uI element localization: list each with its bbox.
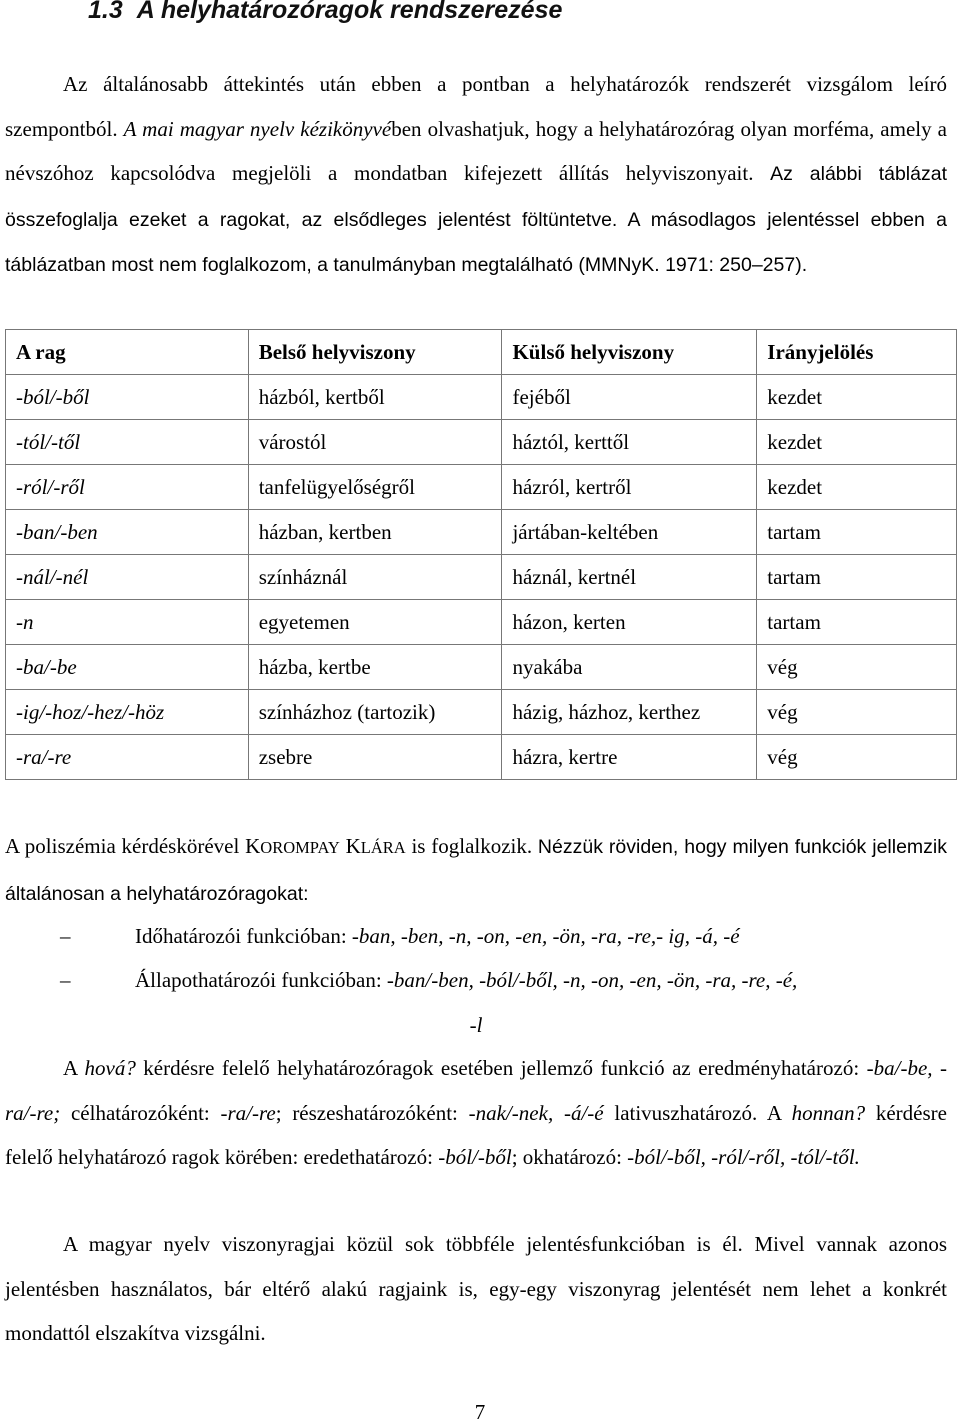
header-outer: Külső helyviszony <box>502 330 757 375</box>
header-direction: Irányjelölés <box>757 330 957 375</box>
cell-suffix: -ról/-ről <box>6 465 249 510</box>
functions-paragraph <box>5 1046 947 1180</box>
polysemy-paragraph <box>5 824 947 916</box>
header-inner: Belső helyviszony <box>248 330 502 375</box>
cell-suffix: -n <box>6 600 249 645</box>
author-initial-2: K <box>345 834 361 858</box>
list-item-suffixes: -ban, -ben, -n, -on, -en, -ön, -ra, -re,- ig, -á, -é <box>351 924 740 948</box>
text: lativuszhatározó. A <box>603 1100 792 1125</box>
cell-suffix: -ba/-be <box>6 645 249 690</box>
table-row <box>6 420 957 465</box>
list-item-continuation: -l <box>469 1012 483 1037</box>
suffix-list: -ba/-be, -ra/-re; <box>5 1056 948 1125</box>
table-row <box>6 690 957 735</box>
text: kérdésre felelő helyhatározó ragok körében: eredethatározó: <box>5 1100 947 1169</box>
text: ; részeshatározóként: <box>275 1100 469 1125</box>
cell-direction: kezdet <box>757 465 957 510</box>
cell-inner: házból, kertből <box>248 375 502 420</box>
cell-direction: kezdet <box>757 375 957 420</box>
intro-paragraph <box>5 62 947 288</box>
author-initial-1: K <box>245 834 261 858</box>
cell-outer: házra, kertre <box>502 735 757 780</box>
list-item <box>5 914 947 959</box>
table-header-row <box>6 330 957 375</box>
header-suffix: A rag <box>6 330 249 375</box>
cell-direction: kezdet <box>757 420 957 465</box>
cell-inner: tanfelügyelőségről <box>248 465 502 510</box>
cell-direction: tartam <box>757 555 957 600</box>
list-item-suffixes: -ban/-ben, -ból/-ből, -n, -on, -en, -ön, -ra, -re, -é, <box>386 968 798 992</box>
table-row <box>6 465 957 510</box>
list-item <box>5 958 947 1047</box>
suffix-list: -ból/-ből <box>438 1145 512 1169</box>
page-number: 7 <box>474 1400 486 1424</box>
cell-inner: házba, kertbe <box>248 645 502 690</box>
question-where-to: hová? <box>84 1056 136 1080</box>
suffix-list: -ra/-re <box>220 1100 276 1125</box>
polysemy-text-c: Nézzük röviden, hogy milyen funkciók jellemzik általánosan a helyhatározóragokat: <box>5 836 947 905</box>
question-where-from: honnan? <box>791 1100 866 1125</box>
cell-outer: fejéből <box>502 375 757 420</box>
list-item-label: Időhatározói funkcióban: <box>135 924 352 948</box>
list-item-label: Állapothatározói funkcióban: <box>135 968 387 992</box>
author-name <box>245 834 406 858</box>
cell-outer: háznál, kertnél <box>502 555 757 600</box>
closing-text: A magyar nyelv viszonyragjai közül sok többféle jelentésfunkcióban is él. Mivel vannak azonos jelentésben használatos, bár eltérő alakú ragjaink is, egy-egy viszonyrag jelentését nem lehet a konkrét mondattól elszakítva vizsgálni. <box>5 1232 947 1345</box>
cell-direction: vég <box>757 735 957 780</box>
cell-direction: tartam <box>757 510 957 555</box>
table-row <box>6 735 957 780</box>
cell-suffix: -ig/-hoz/-hez/-höz <box>6 690 249 735</box>
cell-direction: vég <box>757 645 957 690</box>
cell-outer: házon, kerten <box>502 600 757 645</box>
table-row <box>6 645 957 690</box>
book-title: A mai magyar nyelv kézikönyvé <box>123 116 392 141</box>
author-smallcaps-1: OROMPAY <box>260 838 340 857</box>
intro-sentence-2: ben olvashatjuk, hogy a helyhatározórag olyan morféma, amely a névszóhoz kapcsolódva megjelöli a mondatban kifejezett állítás helyviszonyait. <box>5 116 947 185</box>
table-row <box>6 555 957 600</box>
cell-inner: színháznál <box>248 555 502 600</box>
table-row <box>6 510 957 555</box>
cell-direction: tartam <box>757 600 957 645</box>
table-row <box>6 375 957 420</box>
intro-sentence-1: Az általánosabb áttekintés után ebben a pontban a helyhatározók rendszerét vizsgálom leíró szempontból. <box>5 72 947 141</box>
cell-outer: háztól, kerttől <box>502 420 757 465</box>
section-heading <box>88 0 562 25</box>
cell-inner: házban, kertben <box>248 510 502 555</box>
author-smallcaps-2: LÁRA <box>360 838 406 857</box>
cell-outer: házról, kertről <box>502 465 757 510</box>
cell-suffix: -ra/-re <box>6 735 249 780</box>
cell-inner: színházhoz (tartozik) <box>248 690 502 735</box>
cell-direction: vég <box>757 690 957 735</box>
cell-outer: házig, házhoz, kerthez <box>502 690 757 735</box>
text: ; okhatározó: <box>511 1145 628 1169</box>
closing-paragraph <box>5 1222 947 1356</box>
polysemy-text-b: is foglalkozik. <box>405 834 538 858</box>
section-number: 1.3 <box>88 0 123 24</box>
table-row <box>6 600 957 645</box>
polysemy-text-a: A poliszémia kérdéskörével <box>5 834 246 858</box>
list-dash: – <box>60 968 71 992</box>
cell-suffix: -nál/-nél <box>6 555 249 600</box>
suffix-list: -ból/-ből, -ról/-ről, -tól/-től. <box>627 1145 860 1169</box>
cell-inner: zsebre <box>248 735 502 780</box>
cell-inner: egyetemen <box>248 600 502 645</box>
cell-suffix: -tól/-től <box>6 420 249 465</box>
suffix-table <box>5 329 957 780</box>
cell-inner: várostól <box>248 420 502 465</box>
section-title: A helyhatározóragok rendszerezése <box>136 0 563 24</box>
intro-sentence-3: Az alábbi táblázat összefoglalja ezeket a ragokat, az elsődleges jelentést föltüntetve. A másodlagos jelentéssel ebben a táblázatban most nem foglalkozom, a tanulmányban megtalálható (MMNyK. 1971: 250–257). <box>5 163 947 276</box>
list-dash: – <box>60 924 71 948</box>
text: kérdésre felelő helyhatározóragok esetében jellemző funkció az eredményhatározó: <box>135 1056 867 1080</box>
text: A <box>63 1056 85 1080</box>
cell-suffix: -ból/-ből <box>6 375 249 420</box>
text: célhatározóként: <box>60 1100 221 1125</box>
cell-outer: jártában-keltében <box>502 510 757 555</box>
suffix-list: -nak/-nek, -á/-é <box>468 1100 604 1125</box>
cell-suffix: -ban/-ben <box>6 510 249 555</box>
cell-outer: nyakába <box>502 645 757 690</box>
